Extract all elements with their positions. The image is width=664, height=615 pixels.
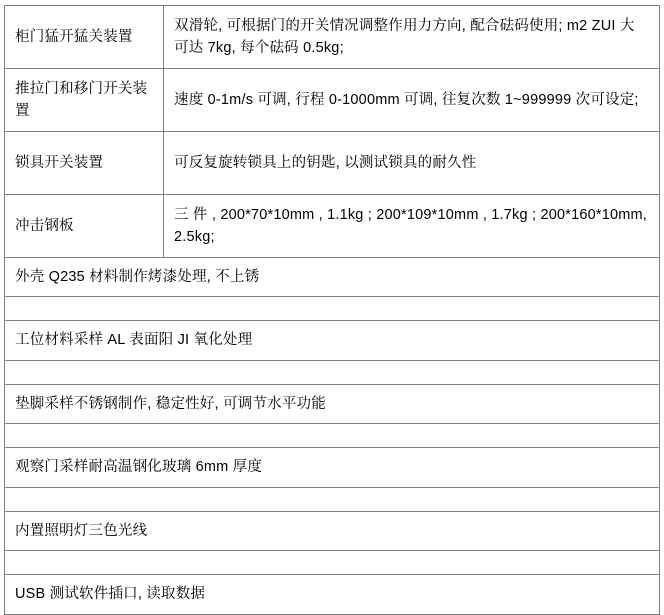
row-spacer — [5, 487, 660, 511]
row-spacer — [5, 360, 660, 384]
spacer-cell — [5, 551, 660, 575]
table-row — [5, 511, 660, 550]
row-label: 推拉门和移门开关装置 — [5, 69, 164, 132]
row-value: 观察门采样耐高温钢化玻璃 6mm 厚度 — [5, 448, 660, 487]
table-row — [5, 258, 660, 297]
row-spacer — [5, 297, 660, 321]
table-row — [5, 384, 660, 423]
row-label: 冲击钢板 — [5, 195, 164, 258]
row-label: 柜门猛开猛关装置 — [5, 6, 164, 69]
specification-table — [4, 5, 660, 615]
spacer-cell — [5, 487, 660, 511]
row-label: 锁具开关装置 — [5, 132, 164, 195]
table-row — [5, 448, 660, 487]
row-value: 速度 0-1m/s 可调, 行程 0-1000mm 可调, 往复次数 1~999999 次可设定; — [164, 69, 660, 132]
table-row — [5, 69, 660, 132]
row-value: 内置照明灯三色光线 — [5, 511, 660, 550]
row-value: 可反复旋转锁具上的钥匙, 以测试锁具的耐久性 — [164, 132, 660, 195]
row-spacer — [5, 551, 660, 575]
row-value: 三 件 , 200*70*10mm , 1.1kg ; 200*109*10mm , 1.7kg ; 200*160*10mm, 2.5kg; — [164, 195, 660, 258]
table-row — [5, 132, 660, 195]
table-row — [5, 321, 660, 360]
document-page — [0, 5, 664, 603]
row-value: 垫脚采样不锈钢制作, 稳定性好, 可调节水平功能 — [5, 384, 660, 423]
row-value: 外壳 Q235 材料制作烤漆处理, 不上锈 — [5, 258, 660, 297]
table-row — [5, 6, 660, 69]
table-row — [5, 575, 660, 614]
spacer-cell — [5, 360, 660, 384]
row-value: USB 测试软件插口, 读取数据 — [5, 575, 660, 614]
row-value: 工位材料采样 AL 表面阳 JI 氧化处理 — [5, 321, 660, 360]
row-value: 双滑轮, 可根据门的开关情况调整作用力方向, 配合砝码使用; m2 ZUI 大可达 7kg, 每个砝码 0.5kg; — [164, 6, 660, 69]
spacer-cell — [5, 297, 660, 321]
spacer-cell — [5, 424, 660, 448]
table-row — [5, 195, 660, 258]
table-body — [5, 6, 660, 615]
row-spacer — [5, 424, 660, 448]
